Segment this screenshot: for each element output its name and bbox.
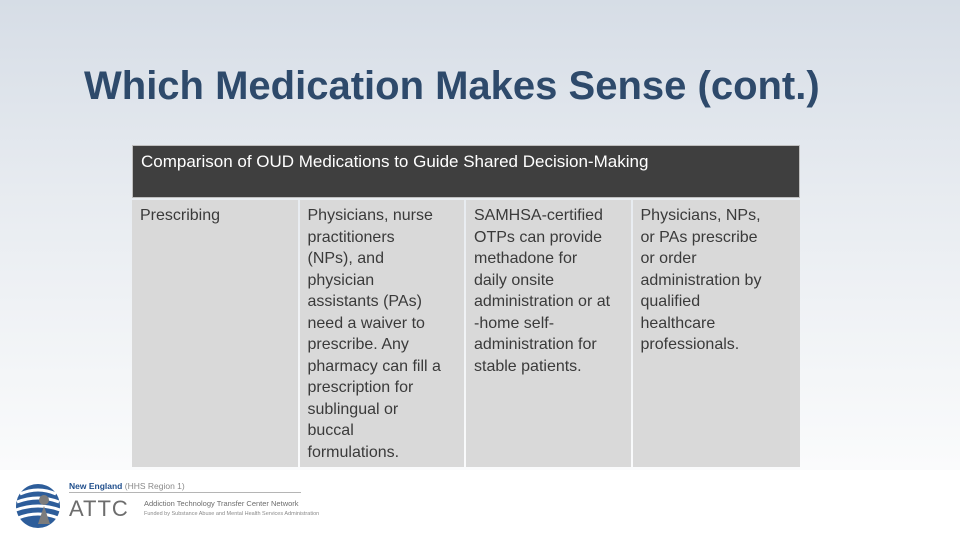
comparison-table: [132, 145, 800, 467]
row-label-cell: Prescribing: [132, 200, 298, 467]
table-cell: SAMHSA-certified OTPs can provide methadone for daily onsite administration or at -home self- administration for stable patients.: [466, 200, 631, 467]
logo-funding: Funded by Substance Abuse and Mental Health Services Administration: [144, 511, 320, 517]
logo-divider: [69, 492, 301, 493]
attc-logo: [14, 478, 320, 534]
table-header: Comparison of OUD Medications to Guide Shared Decision-Making: [132, 145, 800, 198]
globe-logo-icon: [14, 480, 64, 532]
table-cell: Physicians, nurse practitioners (NPs), and physician assistants (PAs) need a waiver to prescribe. Any pharmacy can fill a prescription for sublingual or buccal formulations.: [300, 200, 465, 467]
logo-network: Addiction Technology Transfer Center Network: [144, 499, 299, 508]
logo-name: ATTC: [69, 496, 129, 521]
table-row-prescribing: [132, 200, 800, 467]
logo-region-note: (HHS Region 1): [124, 481, 185, 491]
logo-region-name: New England: [69, 481, 123, 491]
table-cell: Physicians, NPs, or PAs prescribe or order administration by qualified healthcare professionals.: [633, 200, 801, 467]
logo-region: [69, 481, 185, 491]
slide-title: Which Medication Makes Sense (cont.): [84, 64, 820, 108]
